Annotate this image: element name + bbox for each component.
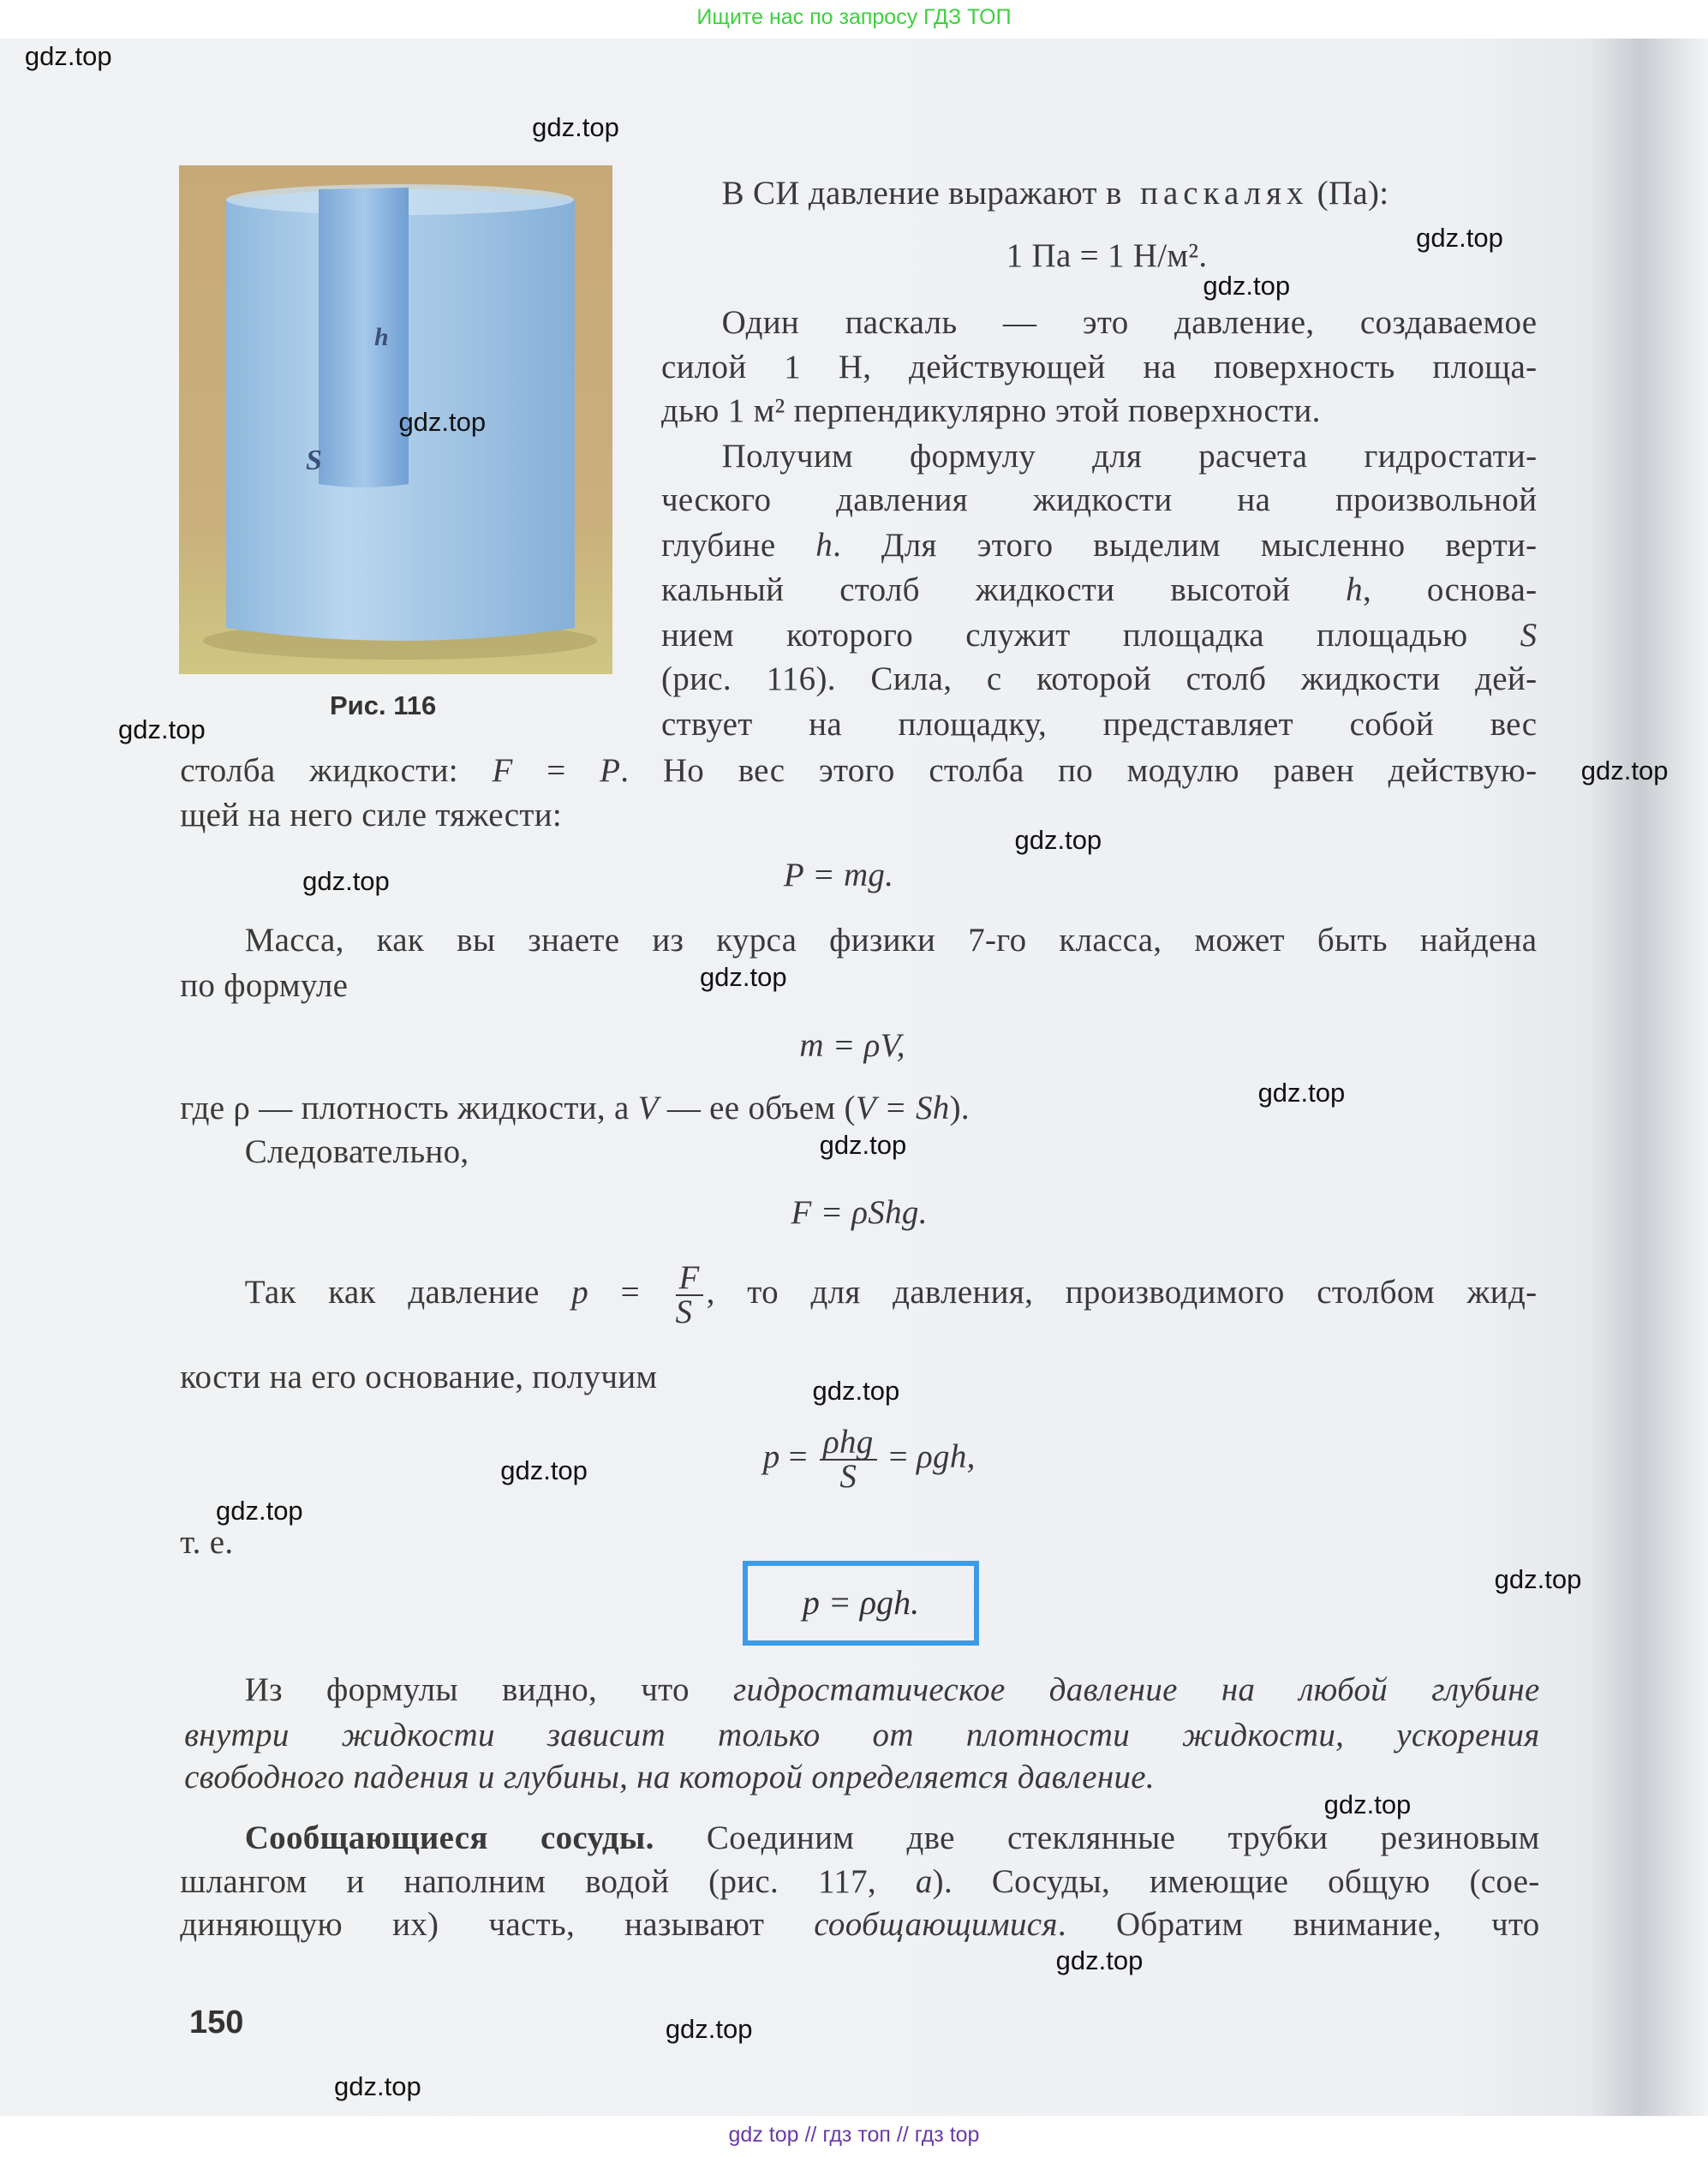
text-segment: Получим формулу для расчета гидростати- xyxy=(721,437,1538,475)
fraction xyxy=(820,1424,877,1496)
watermark-text: gdz.top xyxy=(1055,1945,1144,1975)
text-segment: глубине xyxy=(661,527,816,565)
watermark-text: gdz.top xyxy=(334,2071,421,2102)
text-segment: F xyxy=(492,752,513,790)
footer-links[interactable]: gdz top // гдз топ // гдз top xyxy=(0,2116,1708,2157)
text-segment: диняющую их) часть, называют xyxy=(180,1906,815,1943)
text-line xyxy=(180,1086,1375,1131)
text-line xyxy=(245,1254,1538,1331)
text-segment: ствует на площадку, представляет собой вес xyxy=(661,705,1538,743)
text-segment: сообщающимися xyxy=(814,1906,1058,1943)
text-segment: p xyxy=(571,1273,589,1311)
text-line xyxy=(184,1755,1457,1800)
figure-caption: Рис. 116 xyxy=(330,690,437,720)
text-segment: Масса, как вы знаете из курса физики 7-го класса, может быть найдена xyxy=(244,921,1538,959)
watermark-text: gdz.top xyxy=(302,865,390,896)
text-segment: дью 1 м² перпендикулярно этой поверхности. xyxy=(661,391,1321,429)
text-segment: а xyxy=(915,1863,933,1901)
fraction-numerator: ρhg xyxy=(820,1426,877,1461)
text-segment: (Па): xyxy=(1308,175,1389,212)
text-segment: Один паскаль — это давление, создаваемое xyxy=(721,304,1538,342)
text-segment: , основа- xyxy=(1362,571,1538,608)
text-segment: свободного падения и глубины, на которой определяется давление. xyxy=(184,1759,1155,1796)
watermark-text: gdz.top xyxy=(1257,1077,1346,1108)
watermark-text: gdz.top xyxy=(215,1495,303,1526)
text-segment: т. е. xyxy=(180,1523,234,1561)
text-segment: кальный столб жидкости высотой xyxy=(661,571,1347,608)
watermark-text: gdz.top xyxy=(1416,222,1503,253)
watermark-text: gdz.top xyxy=(1580,756,1669,786)
text-segment: m = ρV, xyxy=(799,1027,905,1065)
text-segment: столба жидкости: xyxy=(180,752,493,790)
text-line xyxy=(577,1024,1127,1068)
search-banner[interactable]: Ищите нас по запросу ГДЗ ТОП xyxy=(0,0,1708,39)
text-line xyxy=(722,301,1538,345)
text-segment: — ее объем ( xyxy=(658,1089,856,1126)
text-line xyxy=(245,918,1538,963)
text-segment: Соединим две стеклянные трубки резиновым xyxy=(654,1819,1540,1856)
fraction-denominator: S xyxy=(675,1293,693,1330)
text-segment: h xyxy=(1346,571,1363,608)
text-segment: . Но вес этого столба по модулю равен действую- xyxy=(620,752,1538,790)
watermark-text: gdz.top xyxy=(500,1455,588,1486)
text-line xyxy=(184,1713,1540,1758)
text-line xyxy=(577,1191,1141,1235)
text-segment: ρgh, xyxy=(917,1438,976,1476)
text-segment: Следовательно, xyxy=(244,1132,469,1170)
watermark-text: gdz.top xyxy=(1323,1790,1412,1820)
text-segment: P xyxy=(600,752,621,790)
text-segment: в паскалях xyxy=(1105,175,1309,212)
text-segment: Сообщающиеся сосуды. xyxy=(244,1819,654,1856)
watermark-text: gdz.top xyxy=(812,1376,900,1407)
text-line xyxy=(180,793,962,838)
text-segment: P = mg. xyxy=(783,857,894,894)
text-segment: гидростатическое давление на любой глубине xyxy=(732,1670,1540,1708)
text-line xyxy=(722,171,1538,216)
text-line xyxy=(180,1521,412,1565)
watermark-text: gdz.top xyxy=(665,2013,753,2044)
text-line xyxy=(661,702,1537,747)
text-segment: V = Sh xyxy=(855,1089,950,1126)
label-h: h xyxy=(374,323,389,351)
text-segment: F = ρShg. xyxy=(791,1193,928,1231)
boxed-formula: p = ρgh. xyxy=(743,1561,979,1646)
watermark-text: gdz.top xyxy=(532,112,619,143)
watermark-text: gdz.top xyxy=(398,406,487,437)
text-segment: , то для давления, производимого столбом жид- xyxy=(706,1273,1538,1311)
text-segment: 1 Па = 1 Н/м². xyxy=(1006,236,1208,274)
page-number: 150 xyxy=(189,2005,244,2040)
text-segment: p xyxy=(762,1438,780,1476)
fraction-numerator: F xyxy=(676,1262,703,1296)
text-segment: силой 1 Н, действующей на поверхность площа- xyxy=(661,348,1538,385)
watermark-text: gdz.top xyxy=(699,962,787,993)
text-segment: = xyxy=(779,1438,816,1476)
text-segment: = xyxy=(880,1438,917,1476)
figure-116-cylinder xyxy=(179,165,612,674)
fraction-denominator: S xyxy=(839,1458,857,1496)
text-segment: где ρ — плотность жидкости, а xyxy=(180,1089,638,1126)
text-segment: V xyxy=(637,1089,659,1126)
watermark-text: gdz.top xyxy=(1014,824,1102,855)
text-line xyxy=(661,523,1537,568)
text-line xyxy=(180,964,687,1008)
text-line xyxy=(245,1816,1540,1861)
watermark-text: gdz.top xyxy=(819,1129,907,1160)
text-segment: ческого давления жидкости на произвольной xyxy=(661,481,1538,519)
label-s: S xyxy=(306,445,322,476)
text-segment: нием которого служит площадка площадью xyxy=(661,616,1520,654)
text-segment: ). Сосуды, имеющие общую (сое- xyxy=(932,1863,1540,1901)
text-segment: . Обратим внимание, что xyxy=(1057,1906,1540,1943)
text-segment: (рис. 116). Сила, с которой столб жидкости дей- xyxy=(661,660,1538,697)
text-line xyxy=(180,1903,1539,1947)
text-segment: шлангом и наполним водой (рис. 117, xyxy=(180,1863,916,1901)
text-segment: внутри жидкости зависит только от плотности жидкости, ускорения xyxy=(184,1716,1540,1754)
watermark-text: gdz.top xyxy=(24,40,112,71)
text-line xyxy=(661,568,1537,612)
text-segment: = xyxy=(588,1273,672,1311)
text-line xyxy=(661,657,1537,702)
text-line xyxy=(245,1130,688,1174)
watermark-text: gdz.top xyxy=(1494,1564,1582,1595)
text-line xyxy=(180,1860,1539,1904)
text-line xyxy=(661,613,1537,658)
text-line xyxy=(722,434,1538,479)
text-line xyxy=(661,345,1537,390)
watermark-text: gdz.top xyxy=(1203,270,1291,301)
text-segment: Так как давление xyxy=(244,1273,572,1311)
text-segment: кости на его основание, получим xyxy=(180,1359,658,1396)
text-line xyxy=(245,1668,1540,1712)
text-segment: S xyxy=(1520,616,1538,654)
text-segment: h xyxy=(815,527,833,565)
text-segment: = xyxy=(512,752,600,790)
watermark-text: gdz.top xyxy=(118,714,206,745)
text-segment: по формуле xyxy=(180,966,349,1004)
text-line xyxy=(661,478,1537,523)
text-segment: щей на него силе тяжести: xyxy=(180,796,563,834)
text-segment: . Для этого выделим мысленно верти- xyxy=(833,527,1538,565)
fraction xyxy=(675,1258,703,1330)
text-line xyxy=(180,749,1537,793)
text-segment: ). xyxy=(949,1089,970,1126)
text-line xyxy=(661,389,1498,433)
text-segment: Из формулы видно, что xyxy=(244,1670,733,1708)
text-line xyxy=(763,1419,1238,1496)
text-line xyxy=(577,853,1100,898)
text-line xyxy=(825,234,1388,278)
text-segment: В СИ давление выражают xyxy=(721,175,1106,212)
liquid-column xyxy=(319,188,409,487)
